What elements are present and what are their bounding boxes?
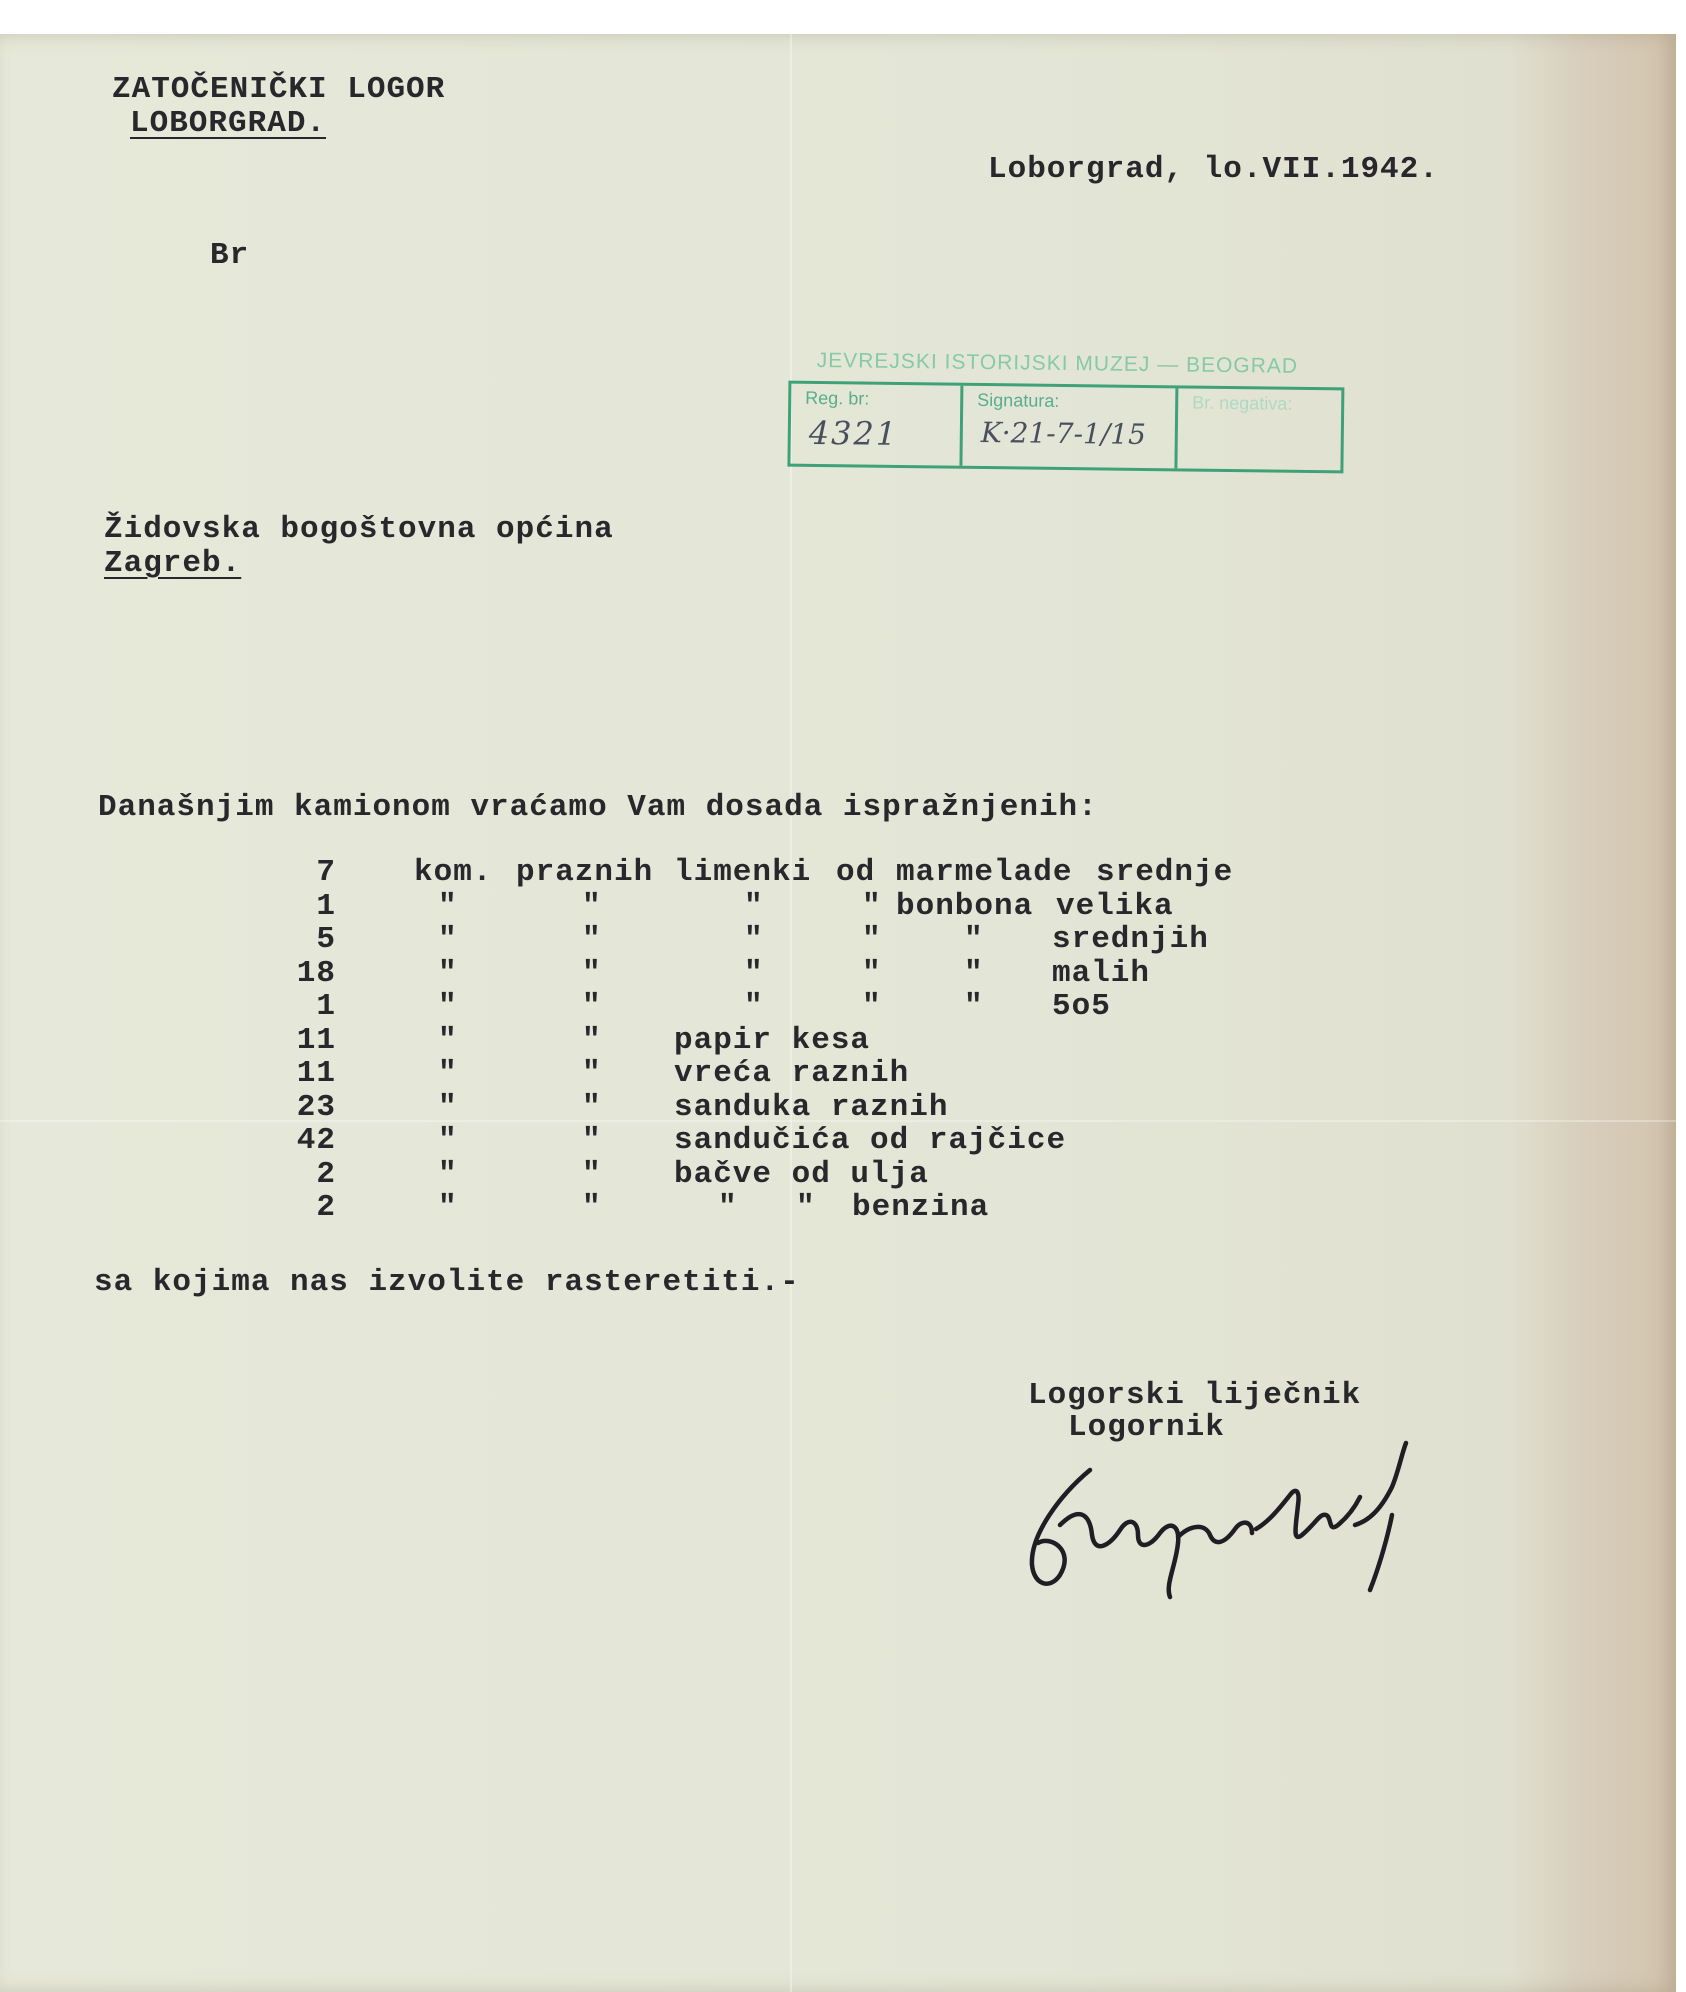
item-text: srednjih [1052, 922, 1209, 957]
ditto-mark: " [582, 1190, 602, 1225]
list-item [0, 1190, 1300, 1224]
item-text: 5o5 [1052, 989, 1111, 1024]
ditto-mark: " [964, 989, 984, 1024]
ditto-mark: " [582, 1123, 602, 1158]
ditto-mark: " [438, 1156, 458, 1192]
ditto-mark: " [964, 955, 984, 991]
ditto-mark: " [582, 1156, 602, 1192]
item-quantity: 42 [296, 1123, 336, 1158]
item-text: bačve od ulja [674, 1156, 929, 1192]
stamp-signatura-value: K·21-7-1/15 [980, 415, 1147, 451]
stamp-title: JEVREJSKI ISTORIJSKI MUZEJ — BEOGRAD [816, 348, 1299, 378]
item-quantity: 1 [316, 989, 336, 1024]
stamp-cell-reg [790, 384, 963, 466]
recipient-name: Židovska bogoštovna općina [104, 512, 614, 547]
ditto-mark: " [438, 989, 458, 1024]
item-text: marmelade [896, 855, 1073, 890]
ditto-mark: " [862, 922, 882, 957]
stamp-reg-value: 4321 [808, 413, 899, 453]
ditto-mark: " [438, 1022, 458, 1058]
ditto-mark: " [582, 888, 602, 924]
ditto-mark: " [862, 989, 882, 1024]
item-quantity: 1 [316, 888, 336, 924]
list-item [0, 1123, 1300, 1157]
item-text: velika [1056, 888, 1174, 924]
stamp-cell-negativ [1177, 388, 1341, 470]
ditto-mark: " [582, 922, 602, 957]
ditto-mark: " [438, 1190, 458, 1225]
item-text: limenki [674, 855, 812, 890]
stamp-cell-signatura [962, 386, 1178, 469]
ditto-mark: " [438, 922, 458, 957]
item-text: vreća raznih [674, 1056, 910, 1091]
list-item [0, 956, 1300, 990]
item-text: benzina [852, 1190, 990, 1225]
item-quantity: 18 [296, 955, 336, 991]
camp-name: ZATOČENIČKI LOGOR [112, 72, 446, 107]
item-quantity: 23 [296, 1089, 336, 1125]
ditto-mark: " [582, 1022, 602, 1058]
ditto-mark: " [862, 955, 882, 991]
stamp-frame [787, 381, 1344, 474]
ditto-mark: " [438, 1123, 458, 1158]
ditto-mark: " [744, 888, 764, 924]
item-quantity: 11 [296, 1022, 336, 1058]
stamp-signatura-label: Signatura: [977, 389, 1060, 411]
list-item [0, 1157, 1300, 1191]
letter-closing: sa kojima nas izvolite rasteretiti.- [94, 1265, 800, 1300]
item-quantity: 11 [296, 1056, 336, 1091]
item-text: kom. [414, 855, 493, 890]
recipient-city: Zagreb. [104, 546, 242, 581]
ditto-mark: " [744, 922, 764, 957]
list-item [0, 989, 1300, 1023]
ditto-mark: " [438, 888, 458, 924]
stamp-reg-label: Reg. br: [805, 387, 870, 409]
ditto-mark: " [862, 888, 882, 924]
camp-location: LOBORGRAD. [130, 106, 327, 141]
item-quantity: 7 [316, 855, 336, 890]
list-item [0, 1023, 1300, 1057]
signatory-role: Logornik [1068, 1410, 1225, 1445]
stamp-negativ-label: Br. negativa: [1192, 392, 1293, 414]
list-item [0, 922, 1300, 956]
signatory-title: Logorski liječnik [1028, 1378, 1362, 1413]
list-item [0, 1056, 1300, 1090]
item-quantity: 5 [316, 922, 336, 957]
ditto-mark: " [438, 955, 458, 991]
ditto-mark: " [796, 1190, 816, 1225]
item-text: sanduka raznih [674, 1089, 949, 1125]
item-text: praznih [516, 855, 654, 890]
ditto-mark: " [438, 1056, 458, 1091]
letter-intro: Današnjim kamionom vraćamo Vam dosada ispražnjenih: [98, 790, 1098, 825]
ditto-mark: " [438, 1089, 458, 1125]
reference-number-label: Br [210, 238, 250, 273]
ditto-mark: " [964, 922, 984, 957]
ditto-mark: " [582, 1056, 602, 1091]
ditto-mark: " [718, 1190, 738, 1225]
item-text: papir kesa [674, 1022, 871, 1058]
place-and-date: Loborgrad, lo.VII.1942. [988, 152, 1439, 187]
item-text: sandučića od rajčice [674, 1123, 1067, 1158]
ditto-mark: " [744, 955, 764, 991]
item-text: od [836, 855, 876, 890]
ditto-mark: " [582, 955, 602, 991]
item-text: malih [1052, 955, 1151, 991]
item-quantity: 2 [316, 1190, 336, 1225]
list-item [0, 855, 1300, 889]
item-quantity: 2 [316, 1156, 336, 1192]
item-text: bonbona [896, 888, 1034, 924]
list-item [0, 889, 1300, 923]
ditto-mark: " [582, 989, 602, 1024]
ditto-mark: " [744, 989, 764, 1024]
item-text: srednje [1096, 855, 1234, 890]
handwritten-signature [1020, 1425, 1500, 1605]
ditto-mark: " [582, 1089, 602, 1125]
museum-registration-stamp [785, 349, 1347, 492]
list-item [0, 1090, 1300, 1124]
